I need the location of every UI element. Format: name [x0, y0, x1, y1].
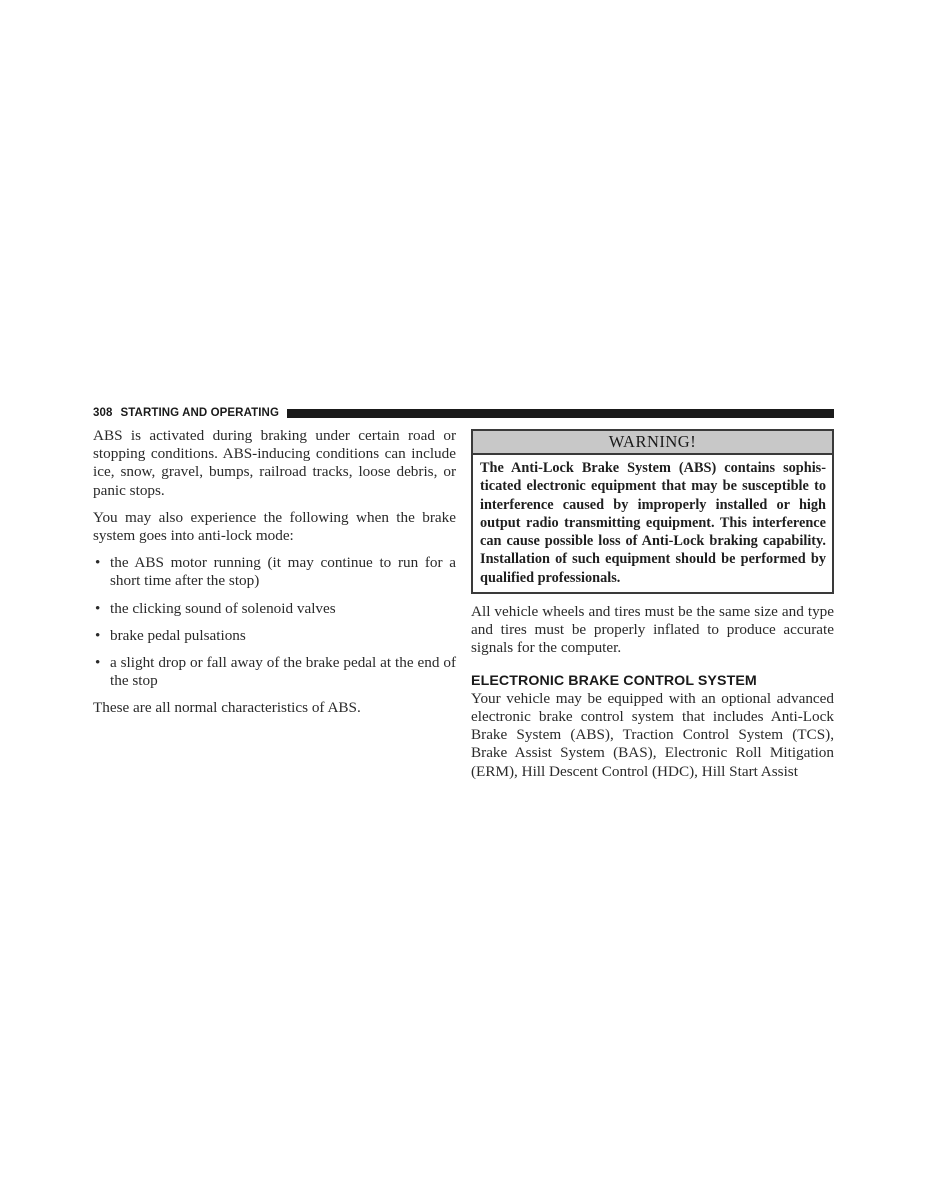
- page-number: 308: [93, 407, 113, 419]
- normal-characteristics-paragraph: These are all normal characteristics of ABS.: [93, 699, 361, 717]
- right-column: [471, 429, 834, 790]
- left-column: [93, 427, 456, 727]
- list-item: • the clicking sound of solenoid valves: [95, 599, 336, 617]
- bullet-icon: •: [95, 554, 101, 572]
- warning-box: [471, 429, 834, 594]
- list-item: • a slight drop or fall away of the brake pedal at the end of the stop: [95, 654, 456, 690]
- bullet-icon: •: [95, 599, 101, 617]
- list-item: • the ABS motor running (it may continue to run for a short time after the stop): [95, 554, 456, 590]
- bullet-icon: •: [95, 626, 101, 644]
- wheels-tires-paragraph: All vehicle wheels and tires must be the same size and type and tires must be properly inflated to produce accurate signals for the computer.: [471, 603, 834, 657]
- header-rule: [287, 409, 834, 418]
- bullet-icon: •: [95, 654, 101, 672]
- list-item: • brake pedal pulsations: [95, 626, 246, 644]
- brake-control-paragraph: Your vehicle may be equipped with an optional advanced electronic brake control system that includes Anti-Lock Brake System (ABS), Traction Control System (TCS), Brake Assist System (BAS), Electronic Roll Mitigation (ERM), Hill Descent Control (HDC), Hill Start Assist: [471, 689, 834, 780]
- anti-lock-symptoms-list: [93, 554, 456, 690]
- page-header: [93, 406, 834, 420]
- section-title: STARTING AND OPERATING: [120, 407, 280, 419]
- abs-activation-paragraph: ABS is activated during braking under certain road or stopping conditions. ABS-inducing conditions can include ice, snow, gravel, bumps, railroad tracks, loose debris, or panic stops.: [93, 427, 456, 499]
- anti-lock-mode-intro: You may also experience the following when the brake system goes into anti-lock mode:: [93, 508, 456, 545]
- warning-title: WARNING!: [473, 431, 832, 455]
- section-heading: ELECTRONIC BRAKE CONTROL SYSTEM: [471, 672, 757, 689]
- warning-body: The Anti-Lock Brake System (ABS) contains sophisticated electronic equipment that may be susceptible to interference caused by improperly installed or high output radio transmitting equipment. This interference can cause possible loss of Anti-Lock braking capability. Installation of such equipment should be performed by qualified professionals.: [480, 460, 826, 586]
